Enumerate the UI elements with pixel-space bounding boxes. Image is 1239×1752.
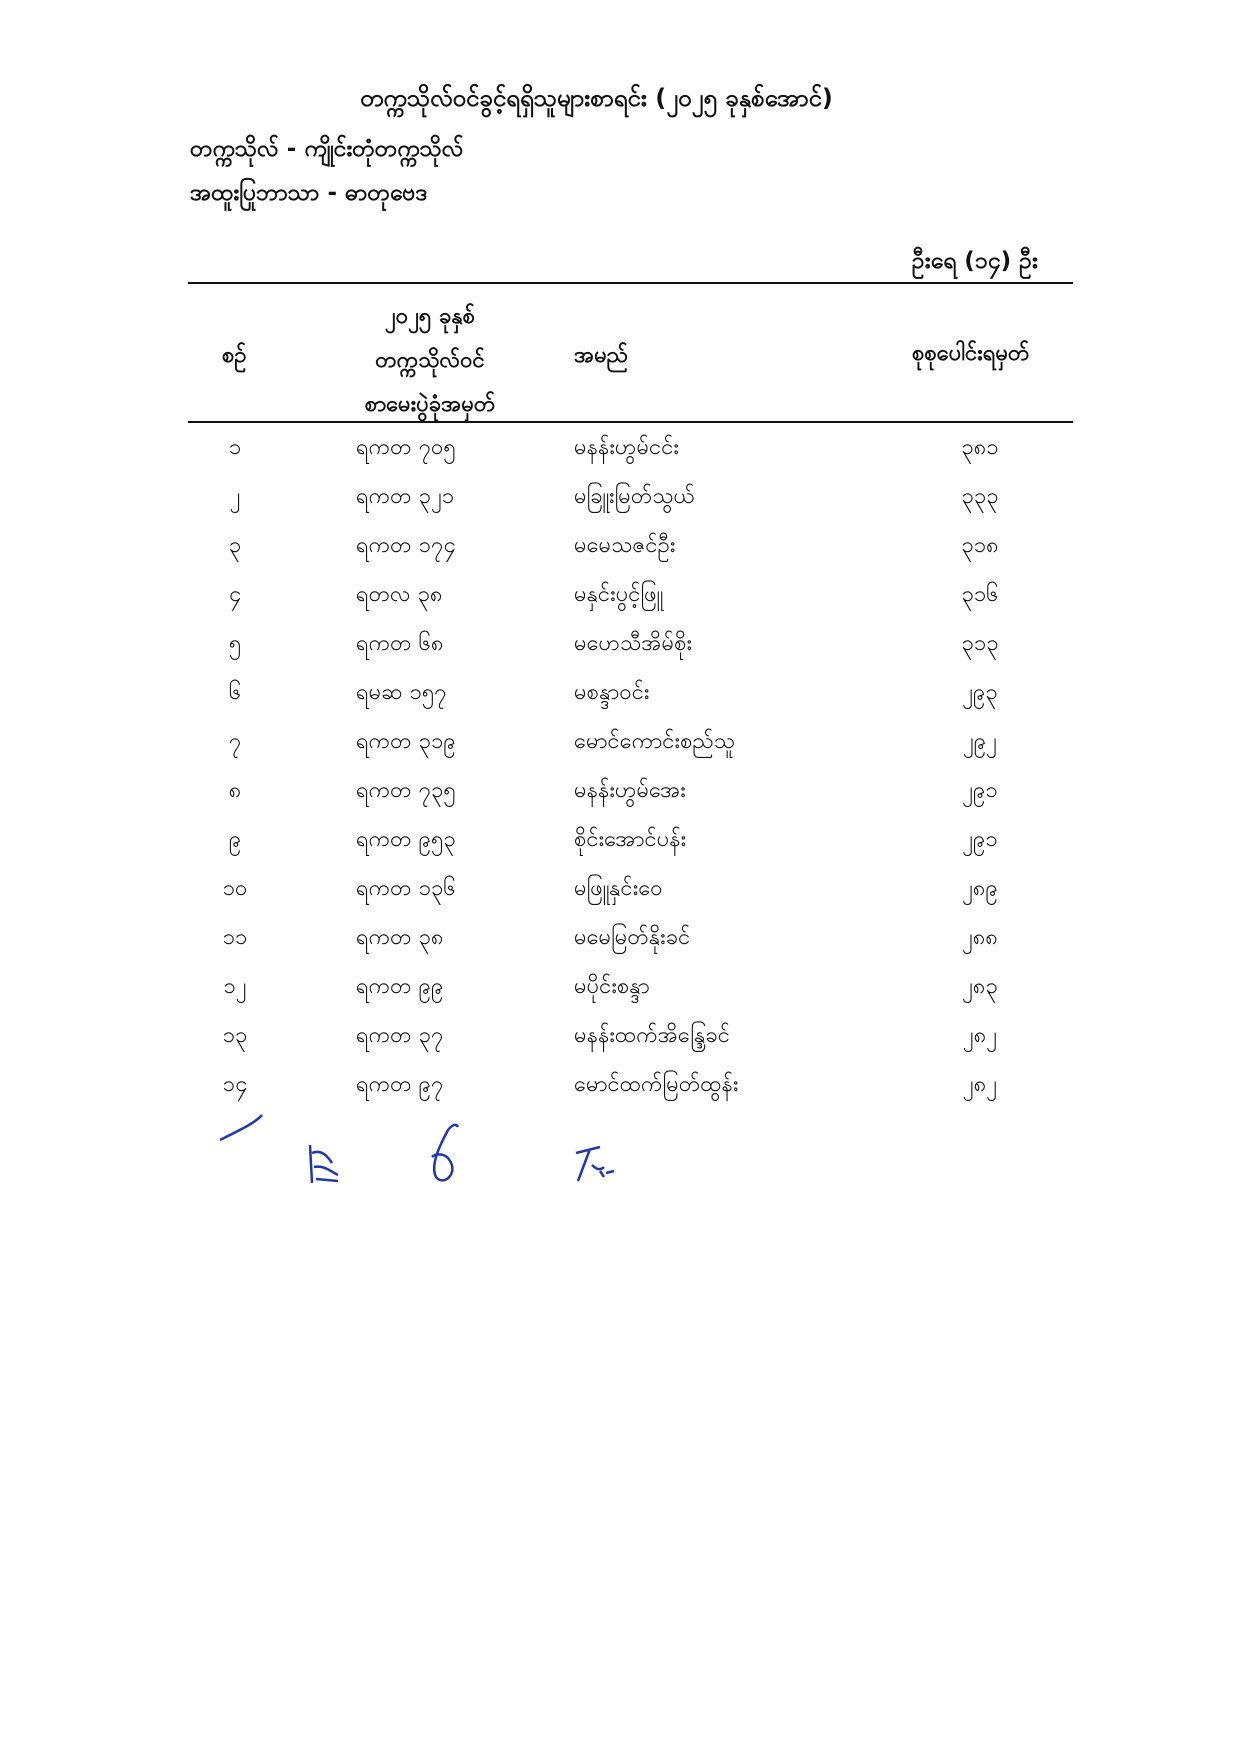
row-name: မမေမြတ်နိုးခင် — [574, 925, 691, 950]
row-total-marks: ၃၃၃ — [961, 484, 999, 509]
table-row — [0, 677, 1239, 726]
row-serial-number: ၁၁ — [222, 925, 248, 950]
row-roll-number: ရကတ ၇၃၅ — [356, 778, 456, 803]
row-roll-number: ရကတ ၉၇ — [356, 1072, 444, 1097]
table-row — [0, 922, 1239, 971]
table-top-rule — [188, 282, 1073, 284]
row-serial-number: ၁၄ — [222, 1072, 248, 1097]
row-roll-number: ရတလ ၃၈ — [356, 582, 443, 607]
row-total-marks: ၂၈၂ — [962, 1023, 998, 1048]
signature-1 — [220, 1115, 262, 1140]
row-total-marks: ၂၉၃ — [962, 680, 998, 705]
row-serial-number: ၁၀ — [222, 876, 248, 901]
row-roll-number: ရကတ ၆၈ — [356, 631, 444, 656]
major-subject-line: အထူးပြုဘာသာ - ဓာတုဗေဒ — [190, 180, 428, 206]
university-line: တက္ကသိုလ် - ကျိုင်းတုံတက္ကသိုလ် — [190, 136, 464, 162]
row-name: မဖြူနှင်းဝေ — [574, 876, 663, 901]
row-name: မနှင်းပွင့်ဖြူ — [574, 582, 664, 607]
signatures — [200, 1105, 660, 1195]
row-roll-number: ရကတ ၃၁၉ — [356, 729, 456, 754]
table-row — [0, 530, 1239, 579]
signature-3 — [432, 1125, 458, 1181]
header-name: အမည် — [574, 343, 629, 368]
total-count: ဦးရေ (၁၄) ဦး — [912, 248, 1038, 274]
row-serial-number: ၃ — [228, 533, 242, 558]
row-name: မခြူးမြတ်သွယ် — [574, 484, 695, 509]
row-roll-number: ရကတ ၉၅၃ — [356, 827, 456, 852]
row-serial-number: ၈ — [228, 778, 242, 803]
table-row — [0, 432, 1239, 481]
row-roll-number: ရကတ ၁၃၆ — [356, 876, 456, 901]
row-serial-number: ၅ — [228, 631, 242, 656]
row-roll-number: ရကတ ၁၇၄ — [356, 533, 456, 558]
table-row — [0, 824, 1239, 873]
header-roll-line-1: ၂၀၂၅ ခုနှစ် — [384, 304, 476, 329]
row-total-marks: ၃၁၆ — [961, 582, 999, 607]
row-name: မစန္ဒာဝင်း — [574, 680, 650, 705]
header-roll-number — [330, 295, 530, 427]
signature-4 — [576, 1147, 614, 1181]
row-roll-number: ရကတ ၃၇ — [356, 1023, 444, 1048]
row-total-marks: ၂၈၉ — [962, 876, 998, 901]
row-total-marks: ၂၉၁ — [962, 778, 998, 803]
row-roll-number: ရမဆ ၁၅၇ — [356, 680, 447, 705]
row-serial-number: ၄ — [228, 582, 242, 607]
header-roll-line-3: စာမေးပွဲခုံအမှတ် — [364, 392, 496, 417]
row-serial-number: ၉ — [228, 827, 242, 852]
table-header-rule — [188, 421, 1073, 423]
header-serial-number: စဉ် — [222, 343, 247, 368]
row-name: စိုင်းအောင်ပန်း — [574, 827, 687, 852]
document-title: တက္ကသိုလ်ဝင်ခွင့်ရရှိသူများစာရင်း (၂၀၂၅ ခုနှစ်အောင်) — [360, 84, 833, 112]
row-name: မနန်းဟွမ်အေး — [574, 778, 686, 803]
row-name: မနန်းဟွမ်ငင်း — [574, 435, 680, 460]
row-total-marks: ၂၉၁ — [962, 827, 998, 852]
row-name: မပိုင်းစန္ဒာ — [574, 974, 650, 999]
table-row — [0, 873, 1239, 922]
row-name: မဟေသီအိမ်စိုး — [574, 631, 693, 656]
row-total-marks: ၂၈၂ — [962, 1072, 998, 1097]
row-roll-number: ရကတ ၃၂၁ — [356, 484, 455, 509]
row-serial-number: ၂ — [229, 484, 241, 509]
table-row — [0, 579, 1239, 628]
header-roll-line-2: တက္ကသိုလ်ဝင် — [375, 348, 485, 373]
table-row — [0, 775, 1239, 824]
row-total-marks: ၂၉၂ — [963, 729, 997, 754]
row-total-marks: ၂၈၈ — [962, 925, 998, 950]
row-serial-number: ၆ — [228, 680, 242, 705]
row-total-marks: ၃၁၈ — [961, 533, 999, 558]
table-row — [0, 726, 1239, 775]
row-total-marks: ၃၁၃ — [961, 631, 999, 656]
table-row — [0, 1020, 1239, 1069]
row-name: မောင်ကောင်းစည်သူ — [574, 729, 735, 754]
row-serial-number: ၇ — [228, 729, 242, 754]
table-row — [0, 628, 1239, 677]
row-serial-number: ၁ — [228, 435, 242, 460]
row-total-marks: ၃၈၁ — [961, 435, 999, 460]
row-roll-number: ရကတ ၇၀၅ — [356, 435, 456, 460]
table-row — [0, 971, 1239, 1020]
row-name: မောင်ထက်မြတ်ထွန်း — [574, 1072, 739, 1097]
row-roll-number: ရကတ ၉၉ — [356, 974, 444, 999]
table-row — [0, 481, 1239, 530]
row-serial-number: ၁၃ — [222, 1023, 248, 1048]
header-total-marks: စုစုပေါင်းရမှတ် — [912, 341, 1030, 366]
row-serial-number: ၁၂ — [223, 974, 247, 999]
row-name: မမေသဇင်ဦး — [574, 533, 676, 558]
row-name: မနန်းထက်အိန္ဒြေခင် — [574, 1023, 730, 1048]
row-total-marks: ၂၈၃ — [962, 974, 998, 999]
signature-2 — [310, 1145, 338, 1183]
row-roll-number: ရကတ ၃၈ — [356, 925, 444, 950]
